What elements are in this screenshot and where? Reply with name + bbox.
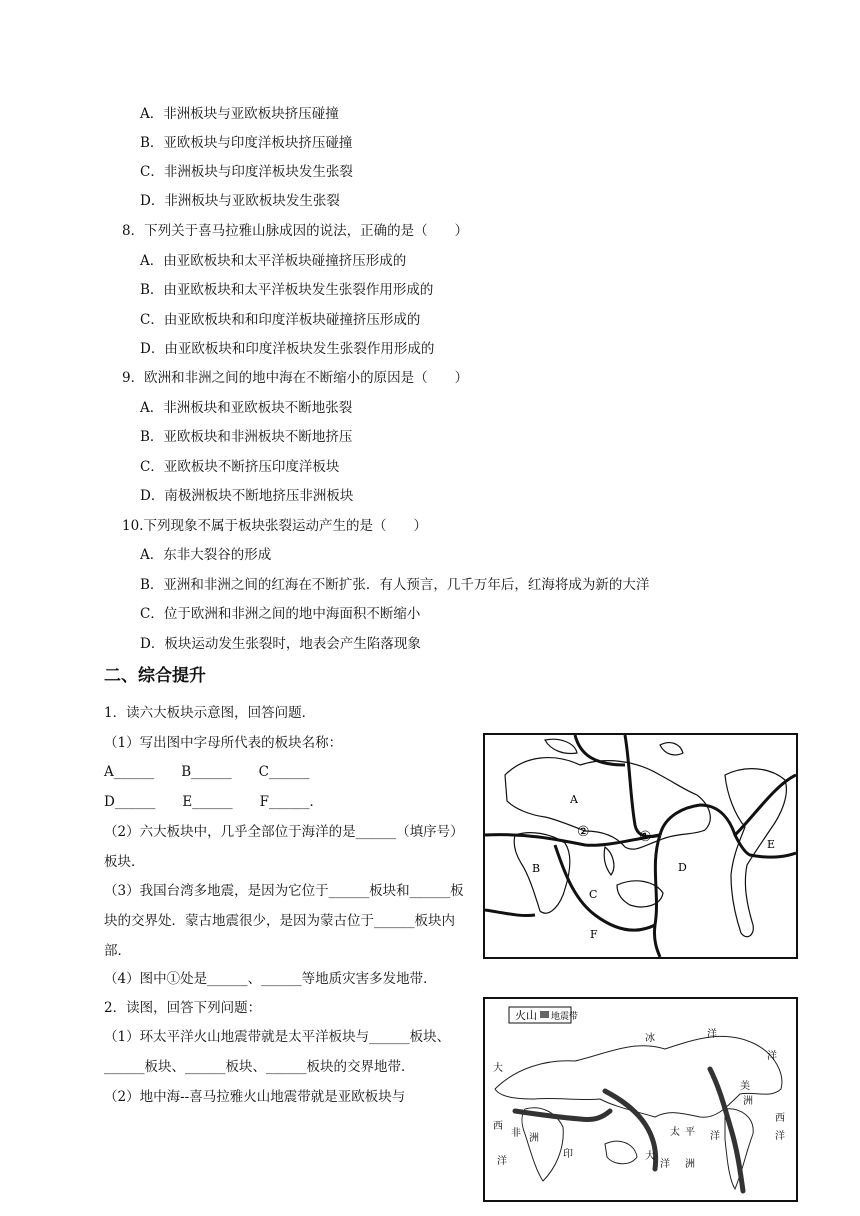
p1-sub2: （2）六大板块中，几乎全部位于海洋的是______（填序号）板块． xyxy=(104,824,464,870)
legend-volcano: 火山 xyxy=(515,1009,537,1022)
q7-option-c: C．非洲板块与印度洋板块发生张裂 xyxy=(140,164,353,180)
q7-option-d: D．非洲板块与亚欧板块发生张裂 xyxy=(140,193,340,209)
q8-option-d: D．由亚欧板块和印度洋板块发生张裂作用形成的 xyxy=(140,341,435,357)
plate-map-figure xyxy=(483,733,798,959)
map2-label: 洋 xyxy=(710,1131,720,1142)
map2-label: 洋 xyxy=(775,1131,785,1142)
map2-label: 西 xyxy=(775,1113,785,1124)
plate-label-d: D xyxy=(678,861,687,874)
volcano-earthquake-map-figure xyxy=(483,997,798,1202)
q7-option-b: B．亚欧板块与印度洋板块挤压碰撞 xyxy=(140,135,353,151)
plate-label-e: E xyxy=(767,838,776,851)
q7-option-a: A．非洲板块与亚欧板块挤压碰撞 xyxy=(140,106,339,122)
p2-sub2: （2）地中海--喜马拉雅火山地震带就是亚欧板块与 xyxy=(104,1089,406,1105)
q9-option-a: A．非洲板块和亚欧板块不断地张裂 xyxy=(140,400,353,416)
q10-stem: 10.下列现象不属于板块张裂运动产生的是（ ） xyxy=(122,518,427,534)
p1-blanks-row2: D______ E______ F______． xyxy=(104,794,324,810)
q9-option-b: B．亚欧板块和非洲板块不断地挤压 xyxy=(140,429,353,445)
map2-label: 洋 xyxy=(707,1029,717,1040)
map2-label: 太 xyxy=(670,1127,680,1138)
legend-swatch xyxy=(540,1011,549,1018)
q10-option-c: C．位于欧洲和非洲之间的地中海面积不断缩小 xyxy=(140,606,421,622)
map2-label: 大 xyxy=(493,1063,503,1074)
plate-label-a: A xyxy=(570,793,578,806)
marker-2: ② xyxy=(577,824,590,840)
section-title: 二、综合提升 xyxy=(104,666,206,686)
p2-stem: 2．读图，回答下列问题： xyxy=(104,1000,262,1016)
map2-label: 洋 xyxy=(660,1159,670,1170)
q10-option-a: A．东非大裂谷的形成 xyxy=(140,547,272,563)
map2-label: 美 xyxy=(740,1081,750,1092)
q10-option-b: B．亚洲和非洲之间的红海在不断扩张．有人预言，几千万年后，红海将成为新的大洋 xyxy=(140,577,650,593)
volcano-earthquake-map xyxy=(485,999,796,1200)
p1-blanks-row1: A______ B______ C______ xyxy=(104,764,310,780)
q9-option-c: C．亚欧板块不断挤压印度洋板块 xyxy=(140,459,340,475)
legend-earthquake: 地震带 xyxy=(551,1012,579,1022)
p1-sub3: （3）我国台湾多地震，是因为它位于______板块和______板块的交界处．蒙古地震很少，是因为蒙古位于______板块内部． xyxy=(104,883,464,959)
map2-label: 洋 xyxy=(497,1156,507,1167)
map2-label: 大 xyxy=(645,1151,655,1162)
q8-option-c: C．由亚欧板块和和印度洋板块碰撞挤压形成的 xyxy=(140,312,421,328)
map2-label: 洲 xyxy=(685,1159,695,1170)
pacific-ring xyxy=(515,1069,743,1191)
map2-label: 洲 xyxy=(743,1096,753,1107)
q9-option-d: D．南极洲板块不断地挤压非洲板块 xyxy=(140,488,354,504)
q8-option-a: A．由亚欧板块和太平洋板块碰撞挤压形成的 xyxy=(140,253,407,269)
q8-option-b: B．由亚欧板块和太平洋板块发生张裂作用形成的 xyxy=(140,282,434,298)
map2-label: 非 xyxy=(511,1128,521,1139)
map2-label: 洋 xyxy=(767,1051,777,1062)
map2-label: 洲 xyxy=(529,1133,539,1144)
plate-label-b: B xyxy=(532,862,541,875)
map2-label: 印 xyxy=(563,1149,573,1160)
map2-label: 冰 xyxy=(645,1033,655,1044)
map2-label: 平 xyxy=(685,1127,695,1138)
p2-sub1: （1）环太平洋火山地震带就是太平洋板块与______板块、______板块、______板块、______板块的交界地带． xyxy=(104,1029,451,1075)
plate-map xyxy=(485,735,796,957)
plate-label-c: C xyxy=(589,888,598,901)
p1-sub4: （4）图中①处是______、______等地质灾害多发地带． xyxy=(104,971,437,987)
map2-label: 西 xyxy=(493,1121,503,1132)
q9-stem: 9．欧洲和非洲之间的地中海在不断缩小的原因是（ ） xyxy=(122,370,469,386)
q8-stem: 8．下列关于喜马拉雅山脉成因的说法，正确的是（ ） xyxy=(122,223,469,239)
p1-stem: 1．读六大板块示意图，回答问题． xyxy=(104,705,316,721)
plate-label-f: F xyxy=(590,928,598,941)
p1-sub1: （1）写出图中字母所代表的板块名称： xyxy=(104,735,343,751)
marker-1: ① xyxy=(639,829,652,845)
q10-option-d: D．板块运动发生张裂时，地表会产生陷落现象 xyxy=(140,636,421,652)
